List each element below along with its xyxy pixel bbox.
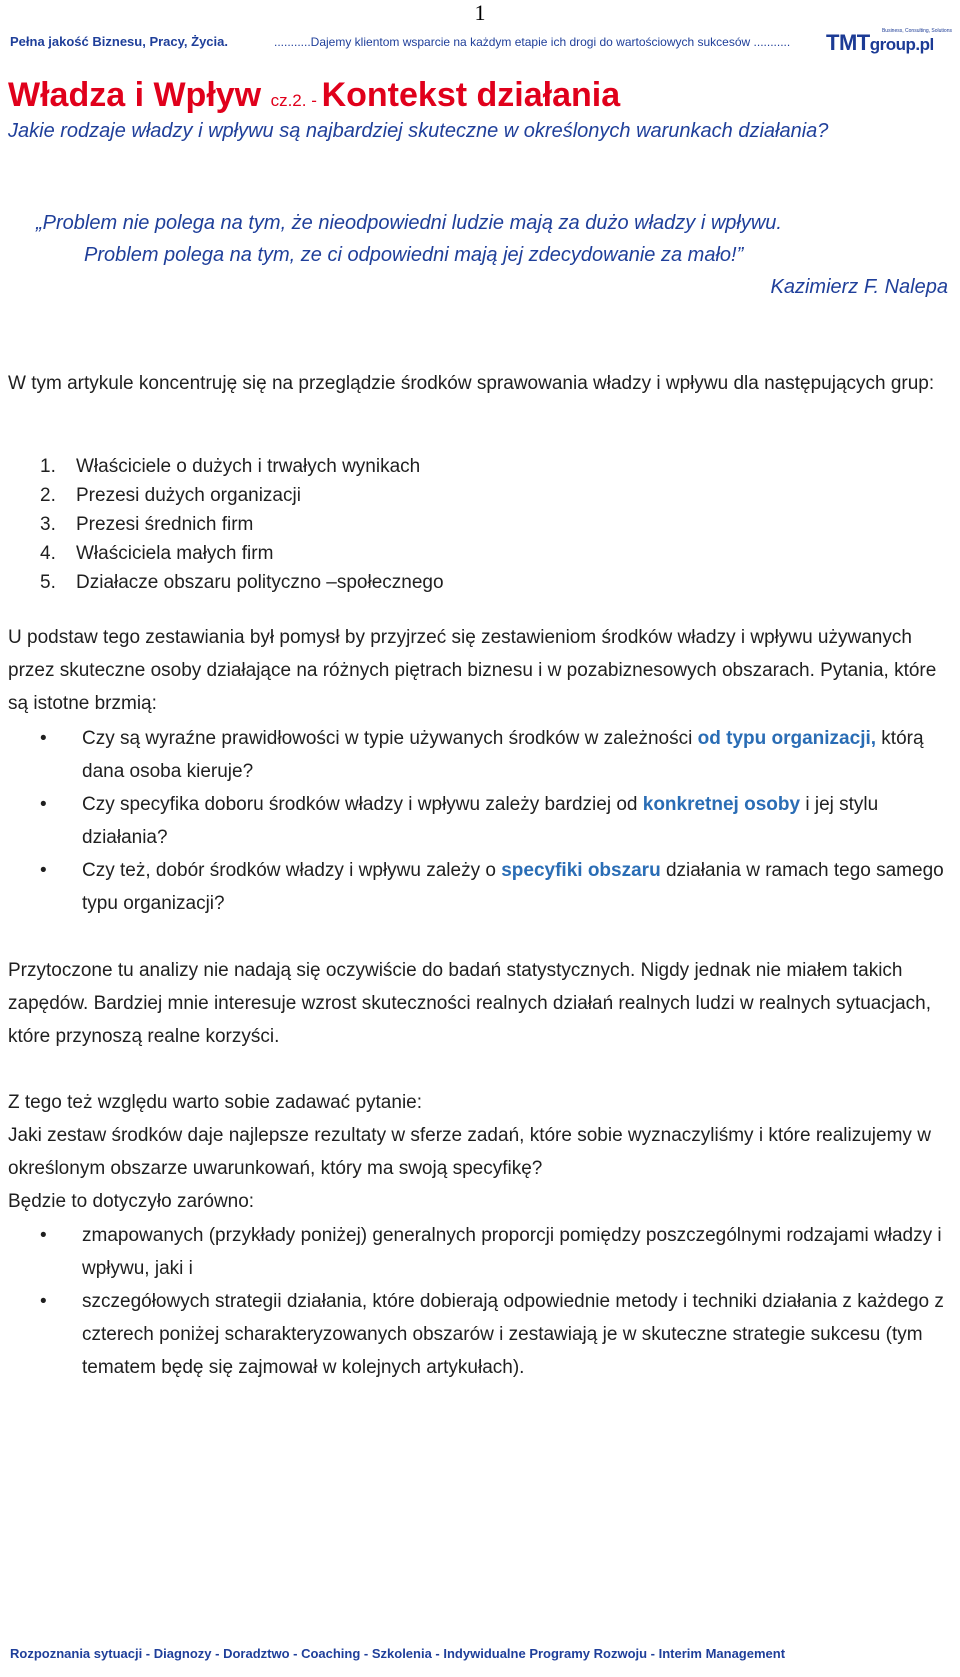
title-part-3: Kontekst działania [321,76,621,114]
quote-line-1: „Problem nie polega na tym, że nieodpowiedni ludzie mają za dużo władzy i wpływu. [36,212,782,234]
logo-suffix-text: group.pl [869,35,934,54]
list-number: 3. [40,514,56,535]
paragraph-context: U podstaw tego zestawiania był pomysł by przyjrzeć się zestawieniom środków władzy i wpływu używanych przez skuteczne osoby działające na różnych piętrach biznesu i w pozabiznesowych obszarach. Pytania, które są istotne brzmią: [8,627,937,714]
page-footer: Rozpoznania sytuacji - Diagnozy - Doradztwo - Coaching - Szkolenia - Indywidualne Programy Rozwoju - Interim Management [10,1646,786,1661]
list-text: Prezesi dużych organizacji [76,485,301,506]
questions-list [40,722,952,920]
list-text: szczegółowych strategii działania, które dobierają odpowiednie metody i techniki działania z każdego z czterech poniżej scharakteryzowanych obszarów i zestawiają je w skuteczne strategie sukcesu (tym tematem będę się zajmował w kolejnych artykułach). [82,1291,944,1378]
title-part-2: cz.2. - [270,91,322,110]
groups-list [40,452,444,597]
question-text: działania w ramach tego samego typu organizacji? [82,860,944,914]
tmt-group-logo [826,26,954,56]
list-item [40,722,952,788]
logo-main-text: TMT [826,30,870,55]
question-highlight: konkretnej osoby [642,794,801,815]
paragraph-question [8,1086,952,1218]
page-number: 1 [474,0,486,25]
scope-list [40,1219,952,1384]
paragraph-analysis: Przytoczone tu analizy nie nadają się oczywiście do badań statystycznych. Nigdy jednak nie miałem takich zapędów. Bardziej mnie interesuje wzrost skuteczności realnych działań realnych ludzi w realnych sytuacjach, które przynoszą realne korzyści. [8,960,932,1047]
logo-wordmark [826,30,934,56]
quote-line-2: Problem polega na tym, ze ci odpowiedni mają jej zdecydowanie za mało!” [84,244,744,266]
bullet-icon: • [40,794,47,815]
article-title [8,76,620,115]
question-highlight: od typu organizacji, [697,728,877,749]
list-item [40,854,952,920]
list-item [40,1285,952,1384]
list-text: Właściciele o dużych i trwałych wynikach [76,456,421,477]
list-item [40,510,444,539]
list-text: Prezesi średnich firm [76,514,254,535]
bullet-icon: • [40,860,47,881]
logo-tagline: Business, Consulting, Solutions [881,28,952,34]
question-text: Czy specyfika doboru środków władzy i wpływu zależy bardziej od [82,794,643,815]
question-scope: Będzie to dotyczyło zarówno: [8,1191,255,1212]
list-item [40,1219,952,1285]
list-number: 1. [40,456,56,477]
title-part-1: Władza i Wpływ [8,76,271,114]
bullet-icon: • [40,728,47,749]
list-text: Właściciela małych firm [76,543,274,564]
question-text: Czy też, dobór środków władzy i wpływu zależy o [82,860,502,881]
list-number: 2. [40,485,56,506]
question-main: Jaki zestaw środków daje najlepsze rezultaty w sferze zadań, które sobie wyznaczyliśmy i które realizujemy w określonym obszarze uwarunkowań, który ma swoją specyfikę? [8,1125,931,1179]
list-item [40,568,444,597]
list-text: zmapowanych (przykłady poniżej) generalnych proporcji pomiędzy poszczególnymi rodzajami władzy i wpływu, jaki i [82,1225,942,1279]
bullet-icon: • [40,1291,47,1312]
intro-paragraph: W tym artykule koncentruję się na przeglądzie środków sprawowania władzy i wpływu dla następujących grup: [8,373,935,394]
article-subtitle: Jakie rodzaje władzy i wpływu są najbardziej skuteczne w określonych warunkach działania? [8,120,829,142]
question-intro: Z tego też względu warto sobie zadawać pytanie: [8,1092,423,1113]
header-slogan: Pełna jakość Biznesu, Pracy, Życia. [10,34,228,49]
list-number: 5. [40,572,56,593]
question-text: Czy są wyraźne prawidłowości w typie używanych środków w zależności [82,728,698,749]
question-highlight: specyfiki obszaru [501,860,661,881]
quote-author: Kazimierz F. Nalepa [770,276,948,298]
list-text: Działacze obszaru polityczno –społecznego [76,572,444,593]
list-item [40,788,952,854]
list-item [40,539,444,568]
question-text: i jej stylu działania? [82,794,879,848]
question-text: którą dana osoba kieruje? [82,728,924,782]
list-item [40,452,444,481]
page-header [10,28,954,60]
header-tagline: ...........Dajemy klientom wsparcie na każdym etapie ich drogi do wartościowych sukcesów ........... [274,35,791,49]
list-item [40,481,444,510]
list-number: 4. [40,543,56,564]
bullet-icon: • [40,1225,47,1246]
